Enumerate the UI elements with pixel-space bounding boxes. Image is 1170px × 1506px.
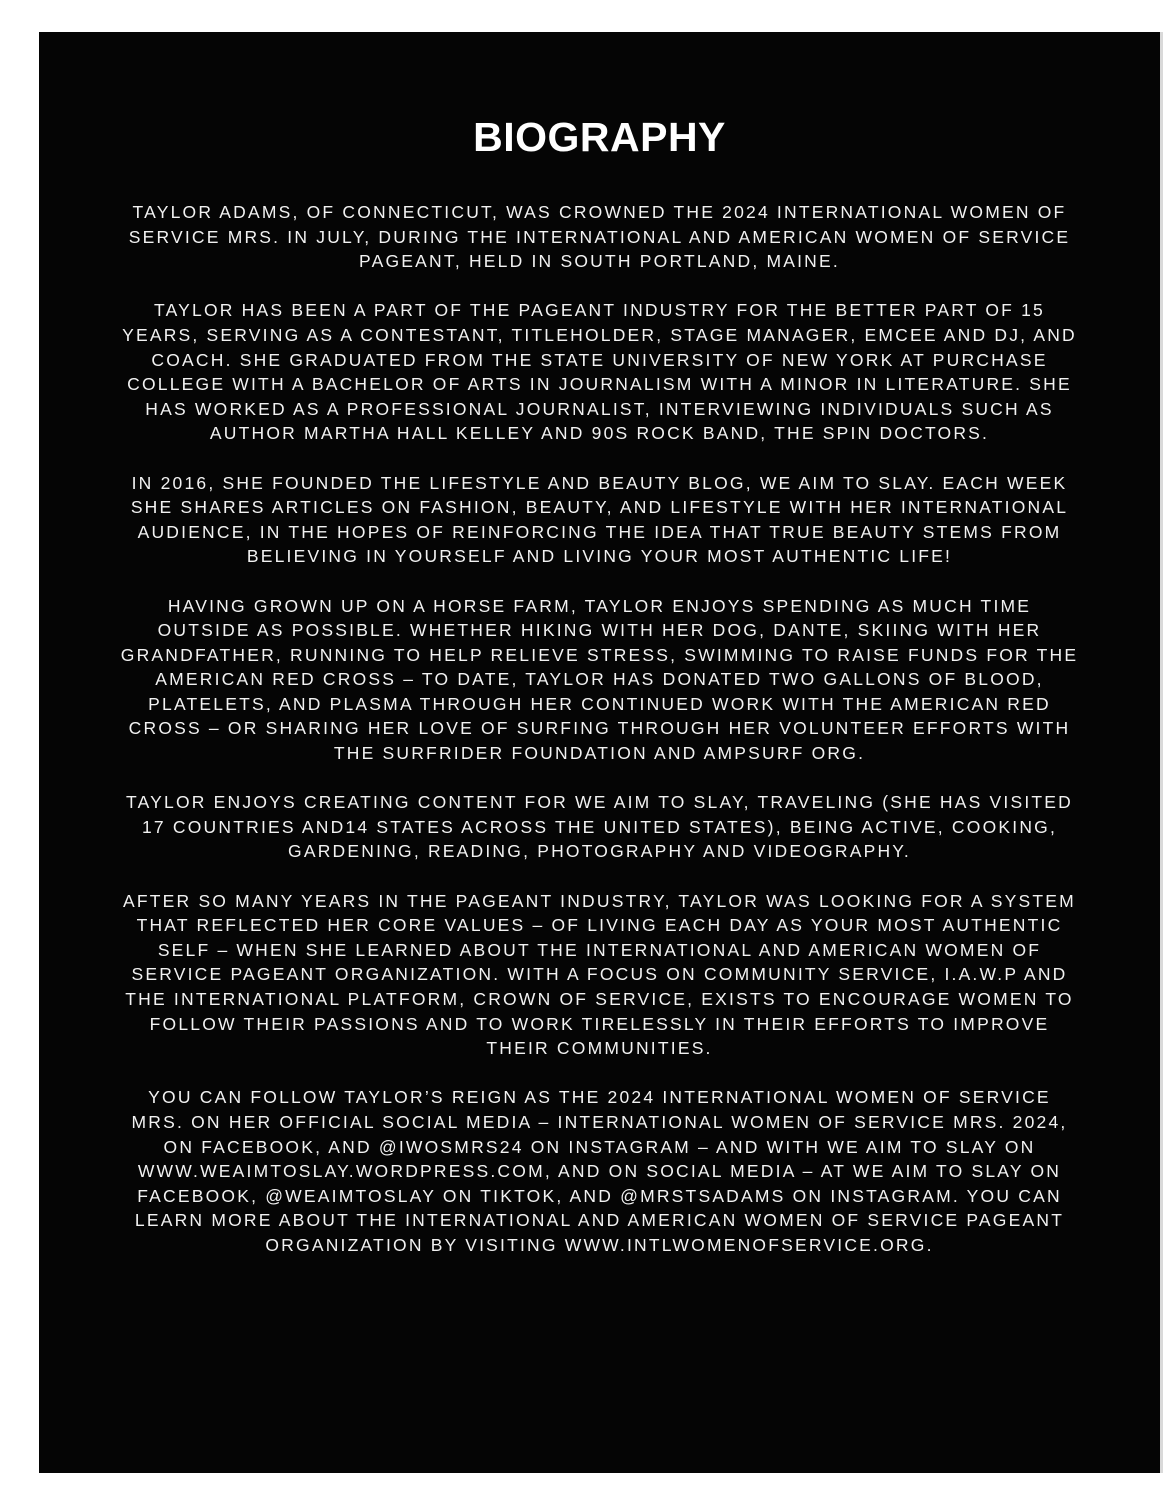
page-title: BIOGRAPHY — [473, 114, 726, 160]
paragraph-blog: IN 2016, SHE FOUNDED THE LIFESTYLE AND BEAUTY BLOG, WE AIM TO SLAY. EACH WEEK SHE SHARES ARTICLES ON FASHION, BEAUTY, AND LIFESTYLE WITH HER INTERNATIONAL AUDIENCE, IN THE HOPES OF REINFORCING THE IDEA THAT TRUE BEAUTY STEMS FROM BELIEVING IN YOURSELF AND LIVING YOUR MOST AUTHENTIC LIFE! — [130, 472, 1069, 567]
page-edge-divider — [1160, 32, 1163, 1473]
biography-body — [119, 200, 1080, 1282]
paragraph-outdoors: HAVING GROWN UP ON A HORSE FARM, TAYLOR ENJOYS SPENDING AS MUCH TIME OUTSIDE AS POSSIBLE. WHETHER HIKING WITH HER DOG, DANTE, SKIING WITH HER GRANDFATHER, RUNNING TO HELP RELIEVE STRESS, SWIMMING TO RAISE FUNDS FOR THE AMERICAN RED CROSS – TO DATE, TAYLOR HAS DONATED TWO GALLONS OF BLOOD, PLATELETS, AND PLASMA THROUGH HER CONTINUED WORK WITH THE AMERICAN RED CROSS – OR SHARING HER LOVE OF SURFING THROUGH HER VOLUNTEER EFFORTS WITH THE SURFRIDER FOUNDATION AND AMPSURF ORG. — [120, 595, 1079, 764]
biography-page — [39, 32, 1160, 1473]
paragraph-organization: AFTER SO MANY YEARS IN THE PAGEANT INDUSTRY, TAYLOR WAS LOOKING FOR A SYSTEM THAT REFLECTED HER CORE VALUES – OF LIVING EACH DAY AS YOUR MOST AUTHENTIC SELF – WHEN SHE LEARNED ABOUT THE INTERNATIONAL AND AMERICAN WOMEN OF SERVICE PAGEANT ORGANIZATION. WITH A FOCUS ON COMMUNITY SERVICE, I.A.W.P AND THE INTERNATIONAL PLATFORM, CROWN OF SERVICE, EXISTS TO ENCOURAGE WOMEN TO FOLLOW THEIR PASSIONS AND TO WORK TIRELESSLY IN THEIR EFFORTS TO IMPROVE THEIR COMMUNITIES. — [123, 890, 1076, 1059]
paragraph-follow: YOU CAN FOLLOW TAYLOR’S REIGN AS THE 2024 INTERNATIONAL WOMEN OF SERVICE MRS. ON HER OFFICIAL SOCIAL MEDIA – INTERNATIONAL WOMEN OF SERVICE MRS. 2024, ON FACEBOOK, AND @IWOSMRS24 ON INSTAGRAM – AND WITH WE AIM TO SLAY ON WWW.WEAIMTOSLAY.WORDPRESS.COM, AND ON SOCIAL MEDIA – AT WE AIM TO SLAY ON FACEBOOK, @WEAIMTOSLAY ON TIKTOK, AND @MRSTSADAMS ON INSTAGRAM. YOU CAN LEARN MORE ABOUT THE INTERNATIONAL AND AMERICAN WOMEN OF SERVICE PAGEANT ORGANIZATION BY VISITING WWW.INTLWOMENOFSERVICE.ORG. — [131, 1087, 1068, 1255]
paragraph-crowned: TAYLOR ADAMS, OF CONNECTICUT, WAS CROWNED THE 2024 INTERNATIONAL WOMEN OF SERVICE MRS. IN JULY, DURING THE INTERNATIONAL AND AMERICAN WOMEN OF SERVICE PAGEANT, HELD IN SOUTH PORTLAND, MAINE. — [128, 202, 1071, 272]
paragraph-career: TAYLOR HAS BEEN A PART OF THE PAGEANT INDUSTRY FOR THE BETTER PART OF 15 YEARS, SERVING AS A CONTESTANT, TITLEHOLDER, STAGE MANAGER, EMCEE AND DJ, AND COACH. SHE GRADUATED FROM THE STATE UNIVERSITY OF NEW YORK AT PURCHASE COLLEGE WITH A BACHELOR OF ARTS IN JOURNALISM WITH A MINOR IN LITERATURE. SHE HAS WORKED AS A PROFESSIONAL JOURNALIST, INTERVIEWING INDIVIDUALS SUCH AS AUTHOR MARTHA HALL KELLEY AND 90S ROCK BAND, THE SPIN DOCTORS. — [122, 300, 1077, 444]
paragraph-hobbies: TAYLOR ENJOYS CREATING CONTENT FOR WE AIM TO SLAY, TRAVELING (SHE HAS VISITED 17 COUNTRIES AND14 STATES ACROSS THE UNITED STATES), BEING ACTIVE, COOKING, GARDENING, READING, PHOTOGRAPHY AND VIDEOGRAPHY. — [125, 792, 1073, 862]
